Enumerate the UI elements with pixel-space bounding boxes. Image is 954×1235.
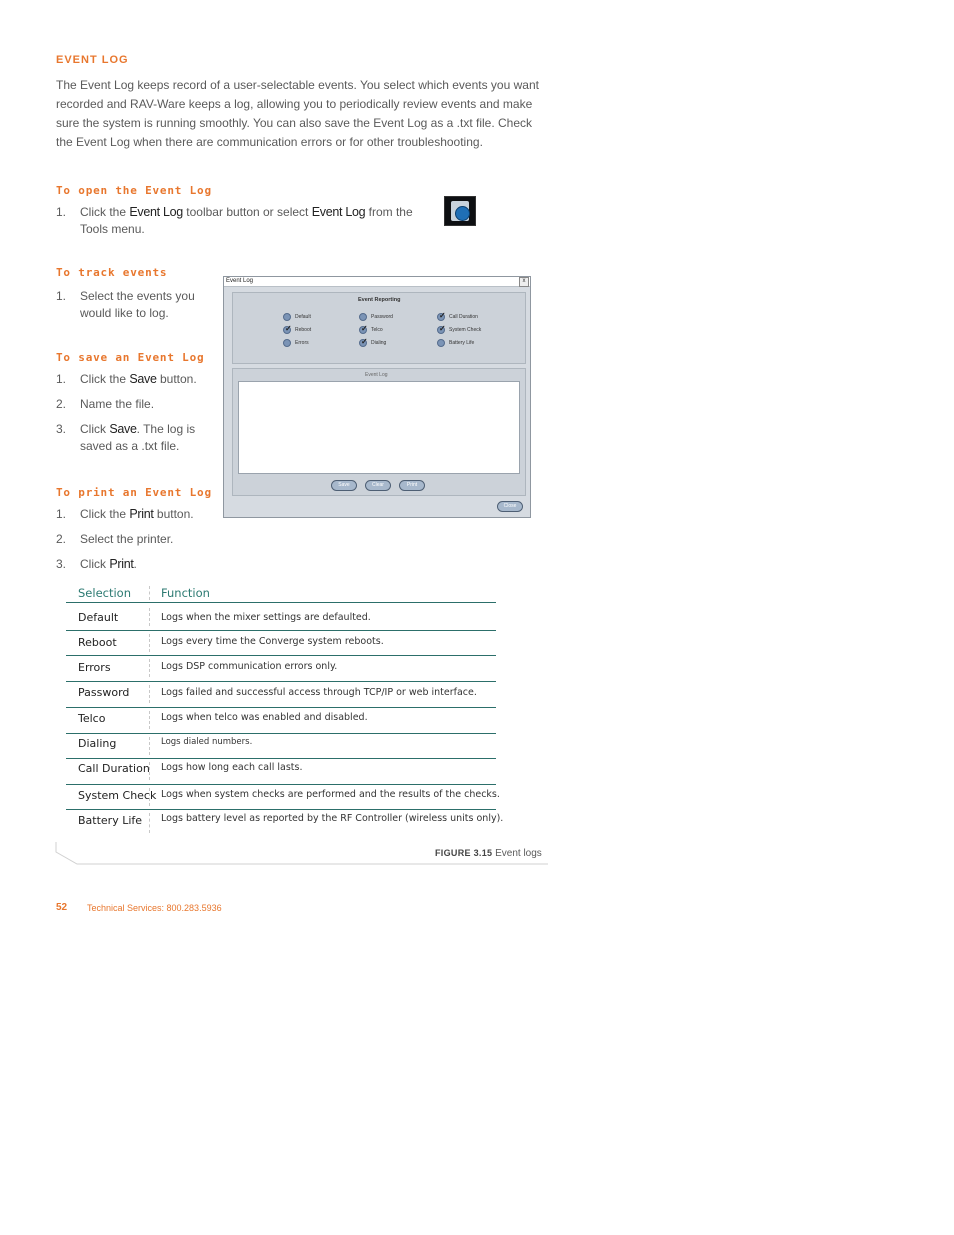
dialing-radio[interactable] — [359, 339, 367, 347]
save-button[interactable]: Save — [331, 480, 357, 491]
open-heading: To open the Event Log — [56, 184, 212, 197]
step-text: toolbar button or select — [182, 205, 312, 219]
password-radio[interactable] — [359, 313, 367, 321]
column-divider — [149, 634, 150, 652]
intro-line: recorded and RAV-Ware keeps a log, allowing you to periodically review events and make — [56, 97, 533, 111]
row-selection: Password — [78, 686, 130, 699]
row-function: Logs battery level as reported by the RF Controller (wireless units only). — [161, 813, 504, 824]
col-function-header: Function — [161, 586, 210, 600]
row-divider — [66, 809, 496, 810]
print-step-1 — [56, 506, 216, 524]
errors-radio[interactable] — [283, 339, 291, 347]
event-log-panel-title: Event Log — [365, 372, 388, 378]
column-divider — [149, 711, 150, 729]
row-divider — [66, 707, 496, 708]
save-step-3 — [56, 421, 216, 457]
ui-term: Save — [109, 422, 137, 436]
telco-radio[interactable] — [359, 326, 367, 334]
step-text: Tools menu. — [80, 222, 145, 236]
event-reporting-panel — [232, 292, 526, 364]
print-button[interactable]: Print — [399, 480, 425, 491]
column-divider — [149, 762, 150, 780]
figure-caption — [435, 848, 542, 859]
figure-caption-text: Event logs — [492, 848, 542, 859]
row-selection: Default — [78, 611, 119, 624]
event-log-panel — [232, 368, 526, 496]
row-function: Logs when telco was enabled and disabled. — [161, 712, 368, 723]
save-heading: To save an Event Log — [56, 351, 205, 364]
option-label: Password — [371, 314, 393, 320]
row-divider — [66, 681, 496, 682]
row-function: Logs every time the Converge system reboots. — [161, 636, 384, 647]
figure-label: FIGURE 3.15 — [435, 848, 493, 858]
ui-term: Print — [129, 507, 154, 521]
check-icon: ✓ — [361, 324, 368, 333]
option-label: Default — [295, 314, 311, 320]
step-number: 1. — [56, 205, 67, 219]
step-text: from the — [365, 205, 413, 219]
section-title: EVENT LOG — [56, 54, 129, 66]
column-divider — [149, 788, 150, 806]
check-icon: ✓ — [439, 324, 446, 333]
close-button[interactable]: Close — [497, 501, 523, 512]
system-check-radio[interactable] — [437, 326, 445, 334]
step-text: Click the — [80, 507, 130, 521]
row-function: Logs dialed numbers. — [161, 737, 253, 747]
step-text: would like to log. — [80, 306, 169, 320]
clear-button[interactable]: Clear — [365, 480, 391, 491]
ui-term: Save — [129, 372, 157, 386]
column-divider — [149, 659, 150, 677]
column-divider — [149, 608, 150, 626]
row-selection: System Check — [78, 789, 157, 802]
row-selection: Reboot — [78, 636, 117, 649]
column-divider — [149, 737, 150, 755]
intro-line: the Event Log when there are communication errors or for other troubleshooting. — [56, 135, 483, 149]
check-icon: ✓ — [361, 337, 368, 346]
event-reporting-title: Event Reporting — [358, 297, 401, 303]
row-function: Logs DSP communication errors only. — [161, 661, 338, 672]
row-function: Logs how long each call lasts. — [161, 762, 303, 773]
save-step-2 — [56, 396, 216, 414]
print-step-2 — [56, 531, 216, 549]
row-selection: Errors — [78, 661, 111, 674]
step-number: 1. — [56, 372, 67, 386]
intro-line: The Event Log keeps record of a user-selectable events. You select which events you want — [56, 78, 539, 92]
step-text: Click the — [80, 372, 130, 386]
row-divider — [66, 630, 496, 631]
row-function: Logs failed and successful access through TCP/IP or web interface. — [161, 687, 477, 698]
check-icon: ✓ — [439, 311, 446, 320]
step-number: 3. — [56, 422, 67, 436]
step-number: 2. — [56, 397, 67, 411]
check-icon: ✓ — [285, 324, 292, 333]
row-selection: Telco — [78, 712, 106, 725]
option-label: Telco — [371, 327, 383, 333]
event-log-toolbar-icon[interactable] — [444, 196, 476, 226]
column-divider — [149, 813, 150, 833]
step-text: Name the file. — [80, 397, 155, 411]
event-log-textarea[interactable] — [238, 381, 520, 474]
row-divider — [66, 602, 496, 603]
intro-paragraph — [56, 76, 556, 152]
option-label: Errors — [295, 340, 309, 346]
row-divider — [66, 733, 496, 734]
row-function: Logs when system checks are performed and the results of the checks. — [161, 789, 500, 800]
step-number: 2. — [56, 532, 67, 546]
step-text: . — [133, 557, 137, 571]
step-text: Select the events you — [80, 289, 195, 303]
window-title: Event Log — [226, 278, 254, 284]
print-step-3 — [56, 556, 216, 574]
page-number: 52 — [56, 902, 68, 913]
option-label: Battery Life — [449, 340, 475, 346]
step-number: 1. — [56, 289, 67, 303]
column-divider — [149, 685, 150, 703]
window-titlebar — [224, 277, 530, 287]
option-label: Dialing — [371, 340, 387, 346]
row-function: Logs when the mixer settings are defaulted. — [161, 612, 371, 623]
step-text: button. — [153, 507, 194, 521]
row-divider — [66, 784, 496, 785]
reboot-radio[interactable] — [283, 326, 291, 334]
clock-icon — [455, 206, 470, 221]
step-text: Click the — [80, 205, 130, 219]
ui-term: Event Log — [129, 205, 183, 219]
save-step-1 — [56, 371, 216, 389]
open-step-1 — [56, 204, 436, 240]
window-close-icon[interactable]: x — [519, 277, 529, 287]
row-divider — [66, 758, 496, 759]
step-text: . The log is — [136, 422, 196, 436]
row-divider — [66, 655, 496, 656]
col-selection-header: Selection — [78, 586, 131, 600]
step-text: button. — [156, 372, 197, 386]
step-number: 1. — [56, 507, 67, 521]
row-selection: Dialing — [78, 737, 117, 750]
battery-life-radio[interactable] — [437, 339, 445, 347]
print-heading: To print an Event Log — [56, 486, 212, 499]
step-number: 3. — [56, 557, 67, 571]
track-step-1 — [56, 288, 216, 324]
step-text: Click — [80, 557, 110, 571]
footer-text: Technical Services: 800.283.5936 — [87, 903, 222, 913]
row-selection: Battery Life — [78, 814, 143, 827]
step-text: Select the printer. — [80, 532, 174, 546]
step-text: Click — [80, 422, 110, 436]
option-label: Call Duration — [449, 314, 478, 320]
step-text: saved as a .txt file. — [80, 439, 180, 453]
ui-term: Event Log — [311, 205, 366, 219]
ui-term: Print — [109, 557, 134, 571]
event-log-window — [223, 276, 531, 518]
intro-line: sure the system is running smoothly. You can also save the Event Log as a .txt file. Check — [56, 116, 533, 130]
call-duration-radio[interactable] — [437, 313, 445, 321]
option-label: System Check — [449, 327, 482, 333]
row-selection: Call Duration — [78, 762, 150, 775]
option-label: Reboot — [295, 327, 312, 333]
default-radio[interactable] — [283, 313, 291, 321]
track-heading: To track events — [56, 266, 168, 279]
column-divider — [149, 586, 150, 600]
